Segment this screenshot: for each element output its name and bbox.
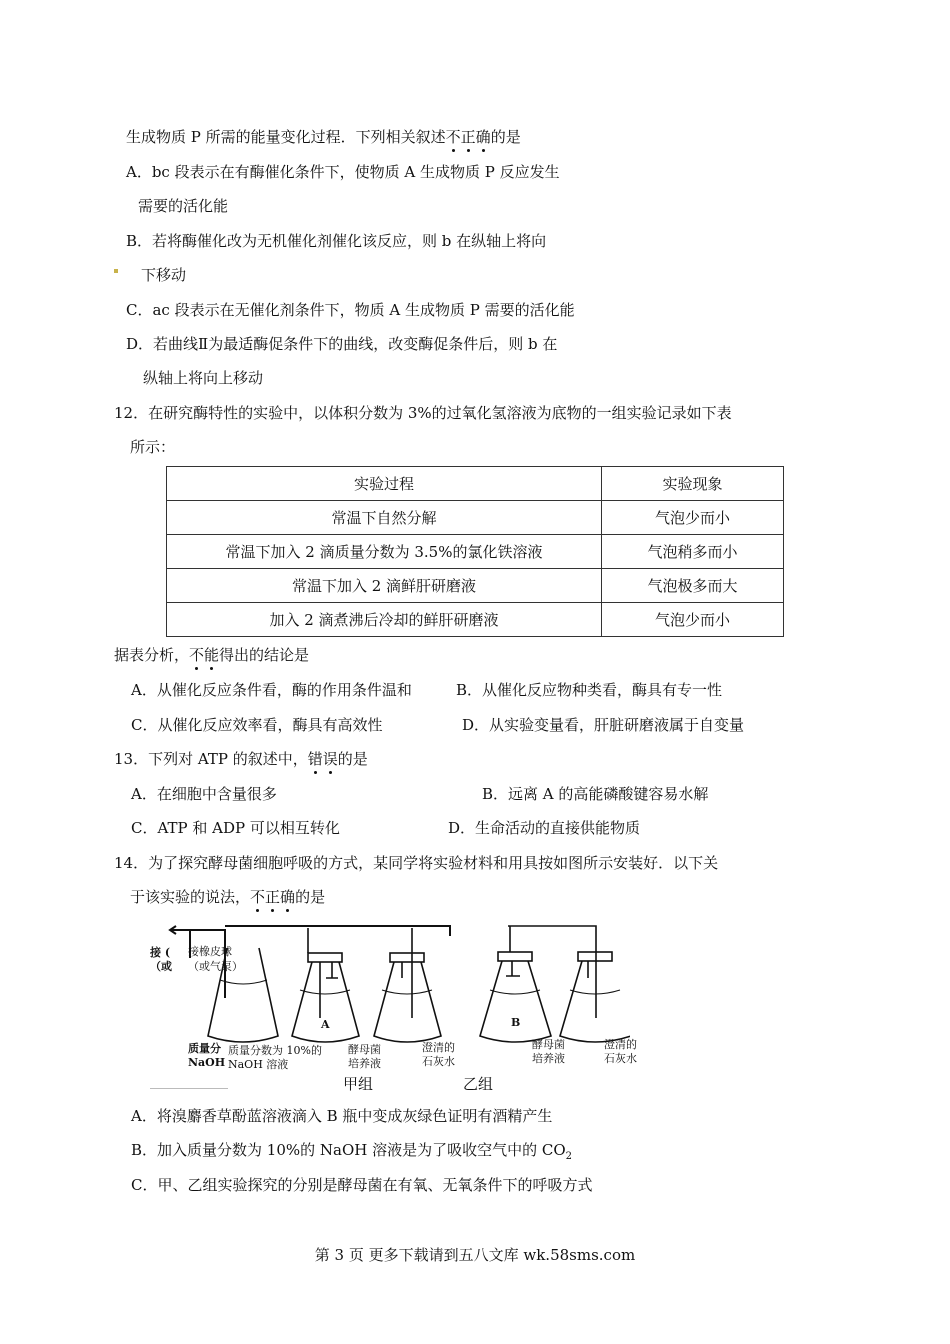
q14-stem-line2: 于该实验的说法，不正确的是 — [130, 888, 326, 906]
q12-stem-line2: 所示： — [130, 438, 176, 456]
q12-option-c: C．从催化反应效率看，酶具有高效性 — [131, 716, 383, 734]
q13-option-a: A．在细胞中含量很多 — [131, 785, 277, 803]
flask-a-label: A — [321, 1018, 330, 1031]
q11-option-a-line1: A．bc 段表示在有酶催化条件下，使物质 A 生成物质 P 反应发生 — [126, 163, 560, 181]
table-row — [167, 535, 784, 569]
q12-stem-line1: 12．在研究酶特性的实验中，以体积分数为 3%的过氧化氢溶液为底物的一组实验记录如下表 — [114, 404, 732, 422]
table-cell: 常温下自然分解 — [167, 501, 602, 535]
fragment-label: NaOH — [188, 1056, 226, 1069]
q13-stem: 13．下列对 ATP 的叙述中，错误的是 — [114, 750, 368, 768]
yeast-label: 培养液 — [532, 1052, 565, 1065]
table-cell: 常温下加入 2 滴质量分数为 3.5%的氯化铁溶液 — [167, 535, 602, 569]
q12-option-b: B．从催化反应物种类看，酶具有专一性 — [456, 681, 723, 699]
group-label-jia: 甲组 — [343, 1075, 374, 1093]
table-cell: 气泡稍多而小 — [602, 535, 784, 569]
q11-option-a-line2: 需要的活化能 — [138, 197, 229, 215]
q13-option-c: C．ATP 和 ADP 可以相互转化 — [131, 819, 340, 837]
q14-stem-line1: 14．为了探究酵母菌细胞呼吸的方式，某同学将实验材料和用具按如图所示安装好．以下关 — [114, 854, 719, 872]
q14-option-a: A．将溴麝香草酚蓝溶液滴入 B 瓶中变成灰绿色证明有酒精产生 — [131, 1107, 553, 1125]
table-cell: 常温下加入 2 滴鲜肝研磨液 — [167, 569, 602, 603]
table-row — [167, 603, 784, 637]
q11-option-d-line2: 纵轴上将向上移动 — [143, 369, 264, 387]
limewater-label: 澄清的 — [604, 1038, 637, 1051]
q11-stem: 生成物质 P 所需的能量变化过程．下列相关叙述不正确的是 — [126, 128, 521, 146]
q13-option-d: D．生命活动的直接供能物质 — [448, 819, 641, 837]
fragment-label: 接 ( — [150, 946, 171, 959]
q11-option-d-line1: D．若曲线Ⅱ为最适酶促条件下的曲线，改变酶促条件后，则 b 在 — [126, 335, 558, 353]
table-cell: 加入 2 滴煮沸后冷却的鲜肝研磨液 — [167, 603, 602, 637]
table-cell: 气泡少而小 — [602, 603, 784, 637]
limewater-label: 澄清的 — [422, 1041, 455, 1054]
limewater-label: 石灰水 — [604, 1052, 637, 1065]
yeast-respiration-apparatus — [150, 918, 637, 1071]
q12-option-a: A．从催化反应条件看，酶的作用条件温和 — [131, 681, 412, 699]
table-header: 实验现象 — [602, 467, 784, 501]
table-row — [167, 501, 784, 535]
naoh-label: 质量分数为 10%的 — [228, 1044, 322, 1057]
yeast-label: 酵母菌 — [348, 1043, 381, 1056]
group-label-yi: 乙组 — [463, 1075, 494, 1093]
q13-option-b: B．远离 A 的高能磷酸键容易水解 — [482, 785, 709, 803]
fragment-label: （或 — [150, 960, 172, 973]
table-cell: 气泡极多而大 — [602, 569, 784, 603]
q12-conclusion-prompt: 据表分析，不能得出的结论是 — [114, 646, 310, 664]
page-footer: 第 3 页 更多下载请到五八文库 wk.58sms.com — [314, 1246, 636, 1264]
yeast-label: 培养液 — [348, 1057, 381, 1070]
q11-option-c: C．ac 段表示在无催化剂条件下，物质 A 生成物质 P 需要的活化能 — [126, 301, 575, 319]
q14-option-c: C．甲、乙组实验探究的分别是酵母菌在有氧、无氧条件下的呼吸方式 — [131, 1176, 593, 1194]
fragment-label: 质量分 — [188, 1042, 221, 1055]
q14-option-b: B．加入质量分数为 10%的 NaOH 溶液是为了吸收空气中的 $CO_2$ — [131, 1141, 573, 1162]
bullet-marker — [114, 269, 118, 273]
flask-b-label: B — [511, 1016, 521, 1029]
experiment-table — [166, 466, 784, 637]
q11-option-b-line2: 下移动 — [141, 266, 187, 284]
limewater-label: 石灰水 — [422, 1055, 455, 1068]
table-cell: 气泡少而小 — [602, 501, 784, 535]
table-row — [167, 569, 784, 603]
pump-label: 接橡皮球 — [188, 945, 232, 958]
q11-option-b-line1: B．若将酶催化改为无机催化剂催化该反应，则 b 在纵轴上将向 — [126, 232, 547, 250]
naoh-label: NaOH 溶液 — [228, 1058, 289, 1071]
table-header-row — [167, 467, 784, 501]
pump-label: （或气泵） — [188, 960, 243, 973]
divider — [150, 1088, 228, 1089]
yeast-label: 酵母菌 — [532, 1038, 565, 1051]
table-header: 实验过程 — [167, 467, 602, 501]
q12-option-d: D．从实验变量看，肝脏研磨液属于自变量 — [462, 716, 745, 734]
